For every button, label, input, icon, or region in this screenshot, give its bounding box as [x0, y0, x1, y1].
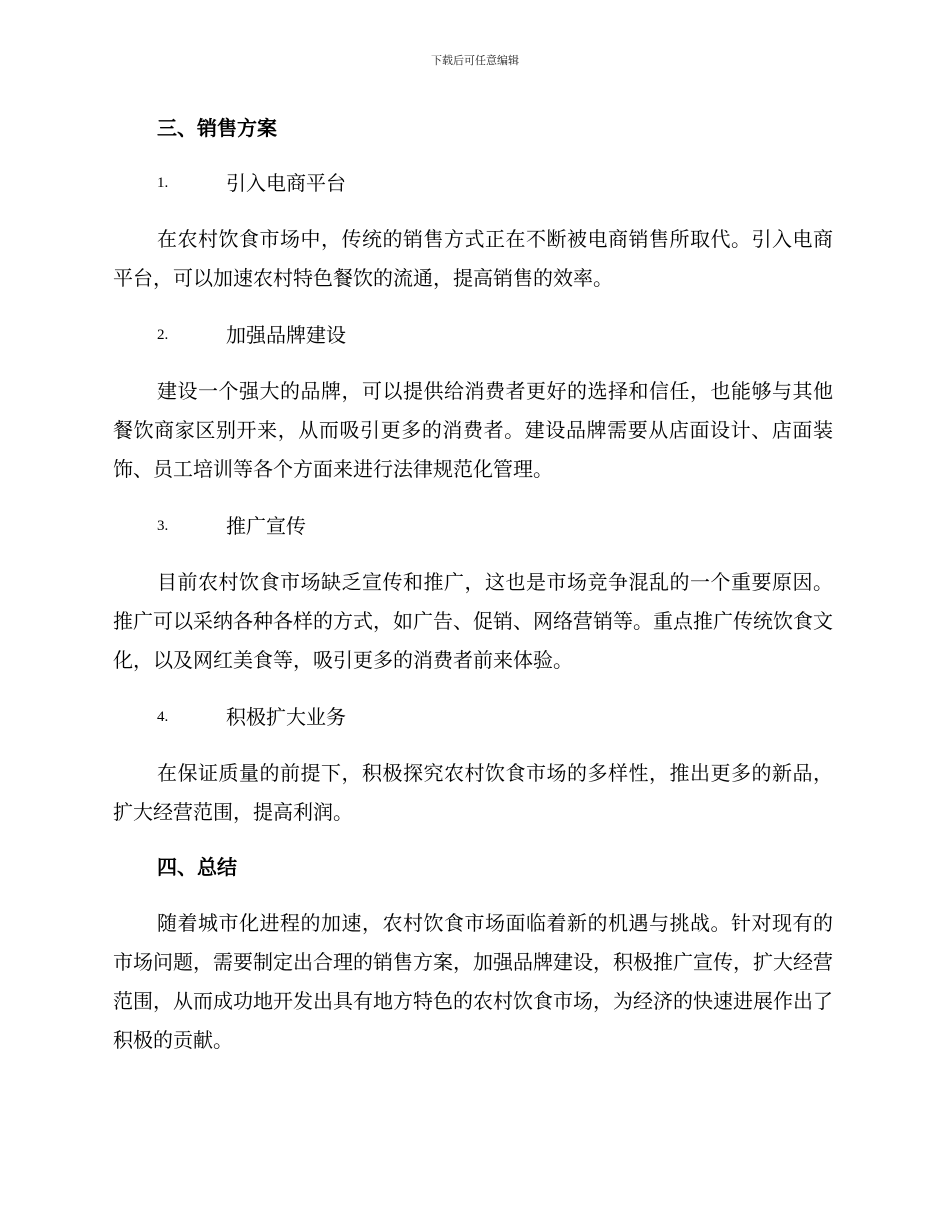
page-header: 下载后可任意编辑	[431, 54, 519, 67]
paragraph-ecommerce: 在农村饮食市场中，传统的销售方式正在不断被电商销售所取代。引入电商平台，可以加速农村特色餐饮的流通，提高销售的效率。	[113, 227, 833, 290]
document-body	[113, 110, 833, 1060]
item-heading-1	[113, 165, 833, 201]
item-title: 加强品牌建设	[226, 323, 346, 347]
item-heading-2	[113, 317, 833, 353]
item-title: 推广宣传	[226, 514, 306, 538]
paragraph-promotion: 目前农村饮食市场缺乏宣传和推广，这也是市场竞争混乱的一个重要原因。推广可以采纳各种各样的方式，如广告、促销、网络营销等。重点推广传统饮食文化，以及网红美食等，吸引更多的消费者前来体验。	[113, 570, 833, 672]
item-heading-3	[113, 508, 833, 544]
paragraph-expand-business: 在保证质量的前提下，积极探究农村饮食市场的多样性，推出更多的新品，扩大经营范围，提高利润。	[113, 761, 833, 824]
item-title: 积极扩大业务	[226, 705, 346, 729]
section-heading-summary: 四、总结	[157, 855, 237, 879]
item-heading-4	[113, 699, 833, 735]
paragraph-brand: 建设一个强大的品牌，可以提供给消费者更好的选择和信任，也能够与其他餐饮商家区别开来，从而吸引更多的消费者。建设品牌需要从店面设计、店面装饰、员工培训等各个方面来进行法律规范化管理。	[113, 379, 833, 481]
paragraph-summary: 随着城市化进程的加速，农村饮食市场面临着新的机遇与挑战。针对现有的市场问题，需要制定出合理的销售方案，加强品牌建设，积极推广宣传，扩大经营范围，从而成功地开发出具有地方特色的农村饮食市场，为经济的快速进展作出了积极的贡献。	[113, 911, 833, 1052]
item-number: 1.	[157, 175, 169, 191]
section-heading-sales-plan: 三、销售方案	[157, 116, 277, 140]
item-number: 3.	[157, 518, 169, 534]
item-number: 4.	[157, 709, 169, 725]
item-number: 2.	[157, 327, 169, 343]
item-title: 引入电商平台	[226, 171, 346, 195]
